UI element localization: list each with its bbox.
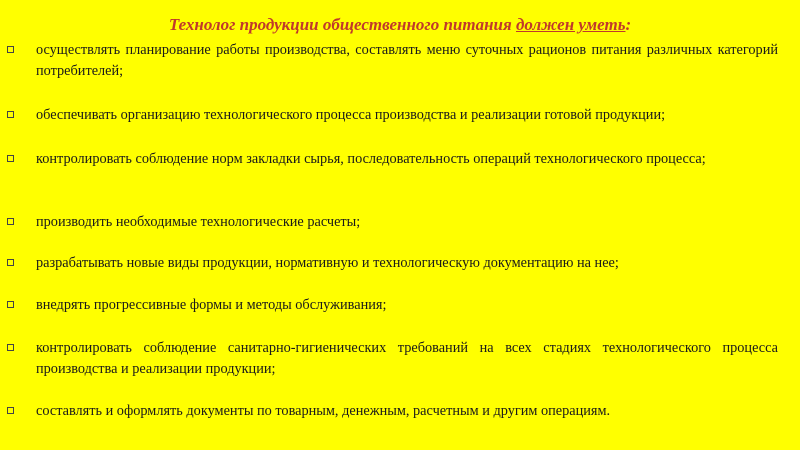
list-item-text: внедрять прогрессивные формы и методы обслуживания; xyxy=(36,297,387,313)
list-item-text: контролировать соблюдение норм закладки сырья, последовательность операций технологического процесса; xyxy=(36,151,706,167)
list-item-text: разрабатывать новые виды продукции, нормативную и технологическую документацию на нее; xyxy=(36,255,619,271)
bullet-icon xyxy=(7,301,14,308)
bullet-icon xyxy=(7,155,14,162)
list-item-text: составлять и оформлять документы по товарным, денежным, расчетным и другим операциям. xyxy=(36,403,611,419)
title-prefix: Технолог продукции общественного питания xyxy=(168,15,516,34)
list-item-text: осуществлять планирование работы производства, составлять меню суточных рационов питания различных категорий потребителей; xyxy=(36,42,778,79)
bullet-icon xyxy=(7,344,14,351)
slide-title xyxy=(0,14,800,36)
list-item-text: производить необходимые технологические расчеты; xyxy=(36,214,361,230)
bullet-icon xyxy=(7,218,14,225)
list-item-text: обеспечивать организацию технологического процесса производства и реализации готовой продукции; xyxy=(36,107,666,123)
list-item-text: контролировать соблюдение санитарно-гигиенических требований на всех стадиях технологического процесса производства и реализации продукции; xyxy=(36,340,778,377)
bullet-icon xyxy=(7,46,14,53)
bullet-icon xyxy=(7,407,14,414)
title-suffix: : xyxy=(625,15,632,34)
bullet-icon xyxy=(7,259,14,266)
title-emphasis: должен уметь xyxy=(515,15,626,34)
bullet-icon xyxy=(7,111,14,118)
